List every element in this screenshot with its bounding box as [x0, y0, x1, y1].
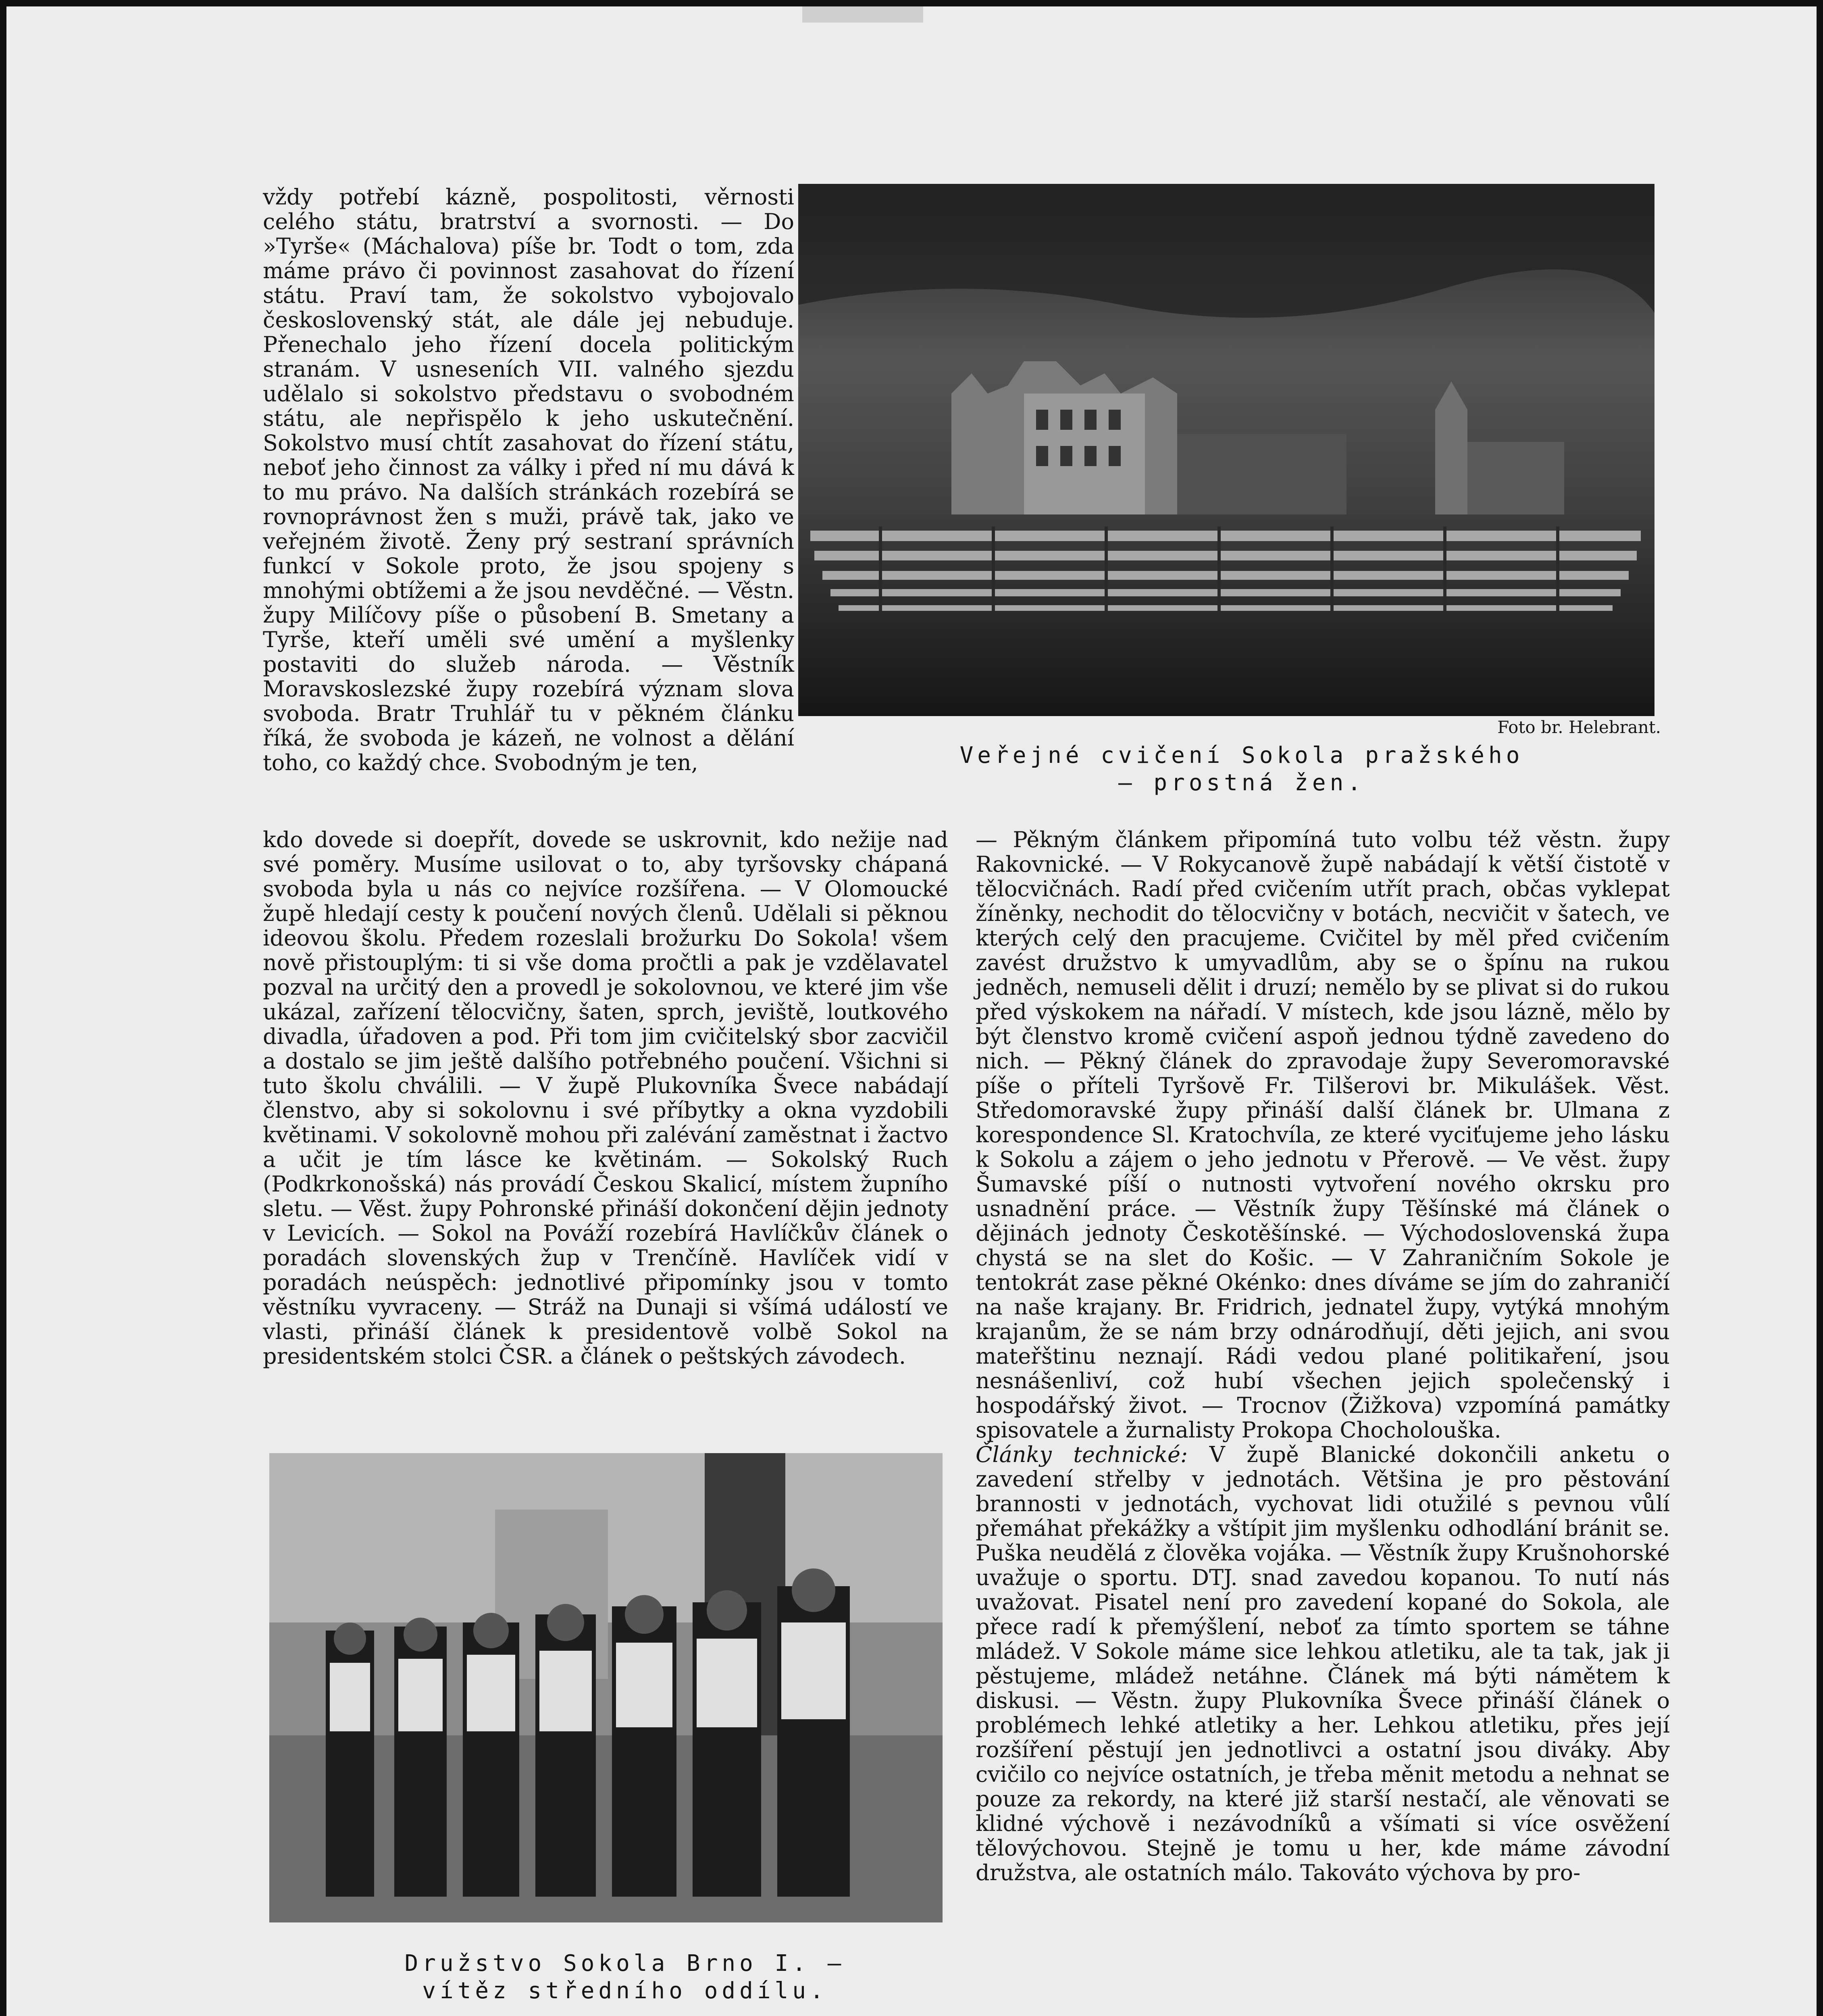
scan-border-top — [0, 0, 1823, 6]
paragraph: vždy potřebí kázně, pospolitosti, věrnosti celého státu, bratrství a svornosti. — Do »Tyrše« (Máchalova) píše br. Todt o tom, zda máme právo či povinnost zasahovat do řízení státu. Praví tam, že sokolstvo vybojovalo československý stát, ale dále jej nebuduje. Přenechalo jeho řízení docela politickým stranám. V usneseních VII. valného sjezdu udělalo si sokolstvo představu o svobodném státu, ale nepřispělo k jeho uskutečnění. Sokolstvo musí chtít zasahovat do řízení státu, neboť jeho činnost za války i před ní mu dává k to mu právo. Na dalších stránkách rozebírá se rovnoprávnost žen s muži, právě tak, jako ve veřejném životě. Ženy prý sestraní správních funkcí v Sokole proto, že jsou spojeny s mnohými obtížemi a že jsou nevděčné. — Věstn. župy Milíčovy píše o působení B. Smetany a Tyrše, kteří uměli své umění a myšlenky postaviti do služeb národa. — Věstník Moravskoslezské župy rozebírá význam slova svoboda. Bratr Truhlář tu v pěkném článku říká, že svoboda je kázeň, ne volnost a dělání toho, co každý chce. Svobodným je ten, — [263, 184, 794, 775]
paragraph-technical — [976, 1442, 1670, 1885]
photo-top-caption-line2: — prostná žen. — [1118, 770, 1365, 796]
photo-top-caption-line1: Veřejné cvičení Sokola pražského — [959, 742, 1524, 768]
photo-credit: Foto br. Helebrant. — [1497, 717, 1661, 737]
photo-bottom-caption-line1: Družstvo Sokola Brno I. — — [404, 1950, 845, 1976]
photo-team-brno-image — [269, 1453, 943, 1922]
photo-team-brno — [269, 1453, 943, 1922]
scan-border-right — [1817, 0, 1823, 2016]
right-column-text — [976, 827, 1670, 2005]
technical-articles-body: V župě Blanické dokončili anketu o zavedení střelby v jednotách. Většina je pro pěstování brannosti v jednotách, vychovat lidi otužilé s pevnou vůlí přemáhat překážky a vštípit jim myšlenku odhodlání bránit se. Puška neudělá z člověka vojáka. — Věstník župy Krušnohorské uvažuje o sportu. DTJ. snad zavedou kopanou. To nutí nás uvažovat. Pisatel není pro zavedení kopané do Sokola, ale přece radí k přemýšlení, neboť za tímto sportem se táhne mládež. V Sokole máme sice lehkou atletiku, ale ta tak, jak ji pěstujeme, mládež netáhne. Článek má býti námětem k diskusi. — Věstn. župy Plukovníka Švece přináší článek o problémech lehké atletiky a her. Lehkou atletiku, přes její rozšíření pěstují jen jednotlivci a ostatní jsou diváky. Aby cvičilo co nejvíce ostatních, je třeba měnit metodu a nehnat se pouze za rekordy, na které již starší nestačí, ale věnovati se klidné výchově i nezávodníků a všímati si více osvěžení tělovýchovou. Stejně je tomu u her, kde máme závodní družstva, ale ostatních málo. Takováto výchova by pro- — [976, 1442, 1670, 1885]
left-column-text — [263, 185, 794, 823]
photo-public-exercise-image — [798, 184, 1654, 716]
photo-public-exercise — [798, 184, 1654, 716]
photo-bottom-caption-line2: vítěz středního oddílu. — [422, 1978, 828, 2004]
left-column-continued-text — [263, 827, 948, 1424]
technical-articles-lead: Články technické: — [976, 1442, 1188, 1467]
scan-artifact-top — [802, 6, 923, 23]
scan-border-left — [0, 0, 6, 2016]
photo-bottom-caption — [363, 1950, 887, 2010]
paragraph: — Pěkným článkem připomíná tuto volbu též věstn. župy Rakovnické. — V Rokycanově župě nabádají k větší čistotě v tělocvičnách. Radí před cvičením utřít prach, občas vyklepat žíněnky, nechodit do tělocvičny v botách, necvičit v šatech, ve kterých celý den pracujeme. Cvičitel by měl před cvičením zavést družstvo k umyvadlům, aby se o špínu na rukou jedněch, nemuseli dělit i druzí; nemělo by se plivat si do rukou před výskokem na nářadí. V místech, kde jsou lázně, mělo by být členstvo kromě cvičení aspoň jednou týdně zavedeno do nich. — Pěkný článek do zpravodaje župy Severomoravské píše o příteli Tyršově Fr. Tilšerovi br. Mikulášek. Věst. Středomoravské župy přináší další článek br. Ulmana z korespondence Sl. Kratochvíla, ze které vyciťujeme jeho lásku k Sokolu a zájem o jeho jednotu v Přerově. — Ve věst. župy Šumavské píší o nutnosti vytvoření nového okrsku pro usnadnění práce. — Věstník župy Těšínské má článek o dějinách jednoty Českotěšínské. — Východoslovenská župa chystá se na slet do Košic. — V Zahraničním Sokole je tentokrát zase pěkné Okénko: dnes díváme se jím do zahraničí na naše krajany. Br. Fridrich, jednatel župy, vytýká mnohým krajanům, že se nám brzy odnárodňují, děti jejich, ani svou mateřštinu neznají. Rádi vedou plané politikaření, jsou nesnášenliví, což hubí všechen jejich společenský i hospodářský život. — Trocnov (Žižkova) vzpomíná památky spisovatele a žurnalisty Prokopa Chocholouška. — [976, 827, 1670, 1443]
paragraph: kdo dovede si doepřít, dovede se uskrovnit, kdo nežije nad své poměry. Musíme usilovat o to, aby tyršovsky chápaná svoboda byla u nás co nejvíce rozšířena. — V Olomoucké župě hledají cesty k poučení nových členů. Udělali si pěknou ideovou školu. Předem rozeslali brožurku Do Sokola! všem nově přistouplým: ti si vše doma pročtli a pak je vzdělavatel pozval na určitý den a provedl je sokolovnou, ve které jim vše ukázal, zařízení tělocvičny, šaten, sprch, jeviště, loutkového divadla, úřadoven a pod. Při tom jim cvičitelský sbor zacvičil a dostalo se jim ještě dalšího potřebného poučení. Všichni si tuto školu chválili. — V župě Plukovníka Švece nabádají členstvo, aby si sokolovnu i své příbytky a okna vyzdobili květinami. V sokolovně mohou při zalévání zaměstnat i žactvo a učit je tím lásce ke květinám. — Sokolský Ruch (Podkrkonošská) nás provádí Českou Skalicí, místem župního sletu. — Věst. župy Pohronské přináší dokončení dějin jednoty v Levicích. — Sokol na Pováží rozebírá Havlíčkův článek o poradách slovenských žup v Trenčíně. Havlíček vidí v poradách neúspěch: jednotlivé připomínky jsou v tomto věstníku vyvraceny. — Stráž na Dunaji si všímá událostí ve vlasti, přináší článek k presidentově volbě Sokol na presidentském stolci ČSR. a článek o peštských závodech. — [263, 827, 948, 1369]
photo-top-caption — [919, 742, 1564, 802]
